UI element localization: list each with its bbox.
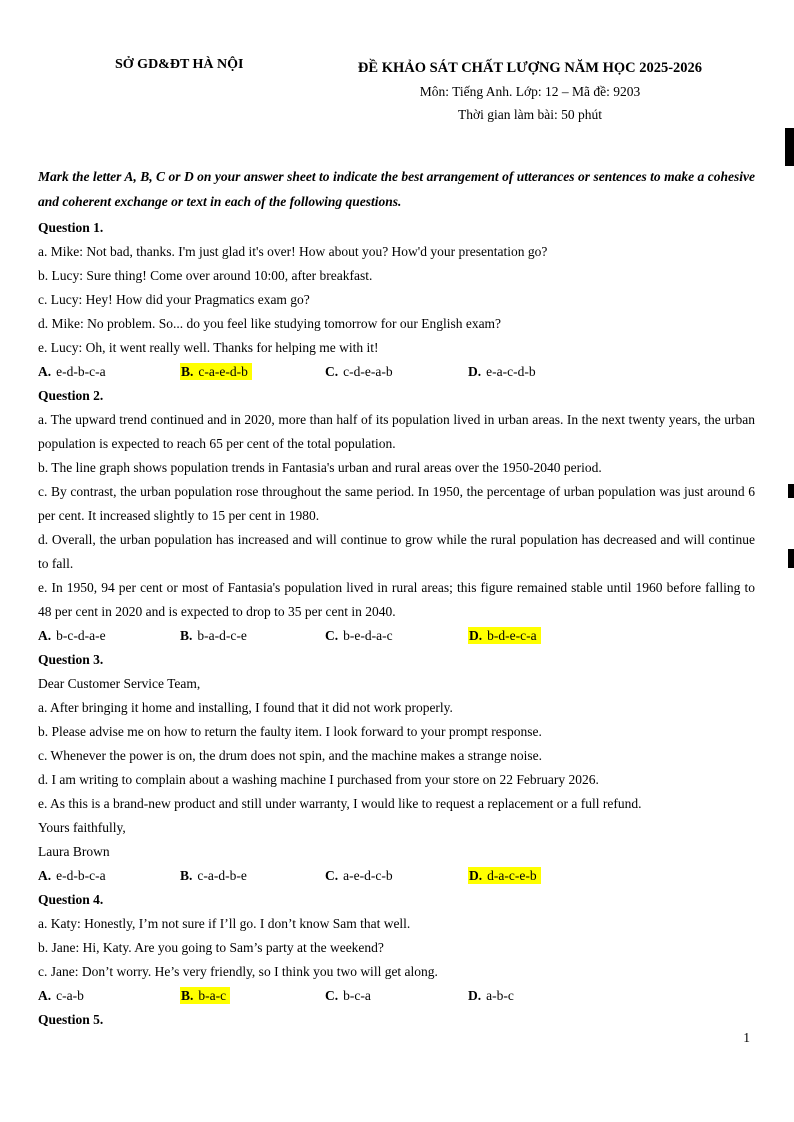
option-letter: D. [468,988,482,1003]
question-2-item-c: c. By contrast, the urban population rose throughout the same period. In 1950, the percentage of urban population was just around 6 per cent. It increased slightly to 15 per cent in 1980. [38,484,755,523]
exam-info-block [300,57,760,126]
question-2-option-d [468,624,755,648]
question-3-option-d [468,864,755,888]
question-2-label: Question 2. [38,388,104,403]
question-4-label: Question 4. [38,892,104,907]
option-letter: C. [325,868,339,883]
question-3-salutation: Dear Customer Service Team, [38,676,201,691]
question-1-option-a [38,360,180,384]
question-1-label: Question 1. [38,220,104,235]
option-text: b-d-e-c-a [487,628,537,643]
option-text: c-a-d-b-e [197,868,247,883]
option-letter: A. [38,868,52,883]
question-1-item-e: e. Lucy: Oh, it went really well. Thanks for helping me with it! [38,340,379,355]
question-2-item-e: e. In 1950, 94 per cent or most of Fantasia's population lived in rural areas; this figure remained stable until 1960 before falling to 48 per cent in 2020 and is expected to drop to 35 per cent in 2040. [38,580,755,619]
option-letter: A. [38,364,52,379]
question-3-option-c [325,864,468,888]
question-2-item-b: b. The line graph shows population trends in Fantasia's urban and rural areas over the 1950-2040 period. [38,460,602,475]
question-2-option-a [38,624,180,648]
option-letter: B. [181,988,194,1003]
question-1-options [38,360,755,384]
question-4-options [38,984,755,1008]
question-4-option-d [468,984,755,1008]
question-1-item-b: b. Lucy: Sure thing! Come over around 10:00, after breakfast. [38,268,373,283]
option-text: c-a-b [56,988,84,1003]
question-5-label: Question 5. [38,1012,104,1027]
question-4-item-c: c. Jane: Don’t worry. He’s very friendly, so I think you two will get along. [38,964,438,979]
question-3-item-a: a. After bringing it home and installing, I found that it did not work properly. [38,700,453,715]
department-name: SỞ GD&ĐT HÀ NỘI [115,57,244,72]
question-3-item-e: e. As this is a brand-new product and still under warranty, I would like to request a replacement or a full refund. [38,796,642,811]
option-letter: C. [325,364,339,379]
question-4-item-b: b. Jane: Hi, Katy. Are you going to Sam’s party at the weekend? [38,940,384,955]
exam-title: ĐỀ KHẢO SÁT CHẤT LƯỢNG NĂM HỌC 2025-2026 [357,60,703,76]
option-letter: D. [469,628,483,643]
option-text: b-c-a [343,988,371,1003]
page-number: 1 [743,1030,750,1045]
subject-line: Môn: Tiếng Anh. Lớp: 12 – Mã đề: 9203 [419,84,641,99]
question-1-item-c: c. Lucy: Hey! How did your Pragmatics exam go? [38,292,310,307]
option-text: b-c-d-a-e [56,628,106,643]
option-text: b-a-d-c-e [197,628,247,643]
question-4 [38,888,755,1008]
question-1-option-c [325,360,468,384]
option-letter: A. [38,628,52,643]
option-letter: D. [468,364,482,379]
question-4-option-b [180,984,325,1008]
scan-artifact-middle-1 [788,484,794,498]
question-2-option-c [325,624,468,648]
question-1-item-d: d. Mike: No problem. So... do you feel like studying tomorrow for our English exam? [38,316,502,331]
option-letter: B. [180,628,193,643]
option-text: e-a-c-d-b [486,364,536,379]
question-4-option-a [38,984,180,1008]
scan-artifact-middle-2 [788,549,794,568]
option-text: c-d-e-a-b [343,364,393,379]
question-3-item-d: d. I am writing to complain about a washing machine I purchased from your store on 22 February 2026. [38,772,599,787]
question-3-closing: Yours faithfully, [38,820,126,835]
question-3-option-a [38,864,180,888]
question-1-option-b [180,360,325,384]
option-letter: B. [181,364,194,379]
question-2-item-a: a. The upward trend continued and in 2020, more than half of its population lived in urban areas. In the next twenty years, the urban population is expected to reach 65 per cent of the total population. [38,412,755,451]
question-3 [38,648,755,888]
question-2 [38,384,755,648]
question-5 [38,1008,755,1032]
question-2-options [38,624,755,648]
question-4-option-c [325,984,468,1008]
question-3-item-c: c. Whenever the power is on, the drum does not spin, and the machine makes a strange noise. [38,748,542,763]
scan-artifact-top [785,128,794,166]
option-letter: C. [325,988,339,1003]
time-line: Thời gian làm bài: 50 phút [458,107,602,122]
question-1-item-a: a. Mike: Not bad, thanks. I'm just glad it's over! How about you? How'd your presentation go? [38,244,548,259]
option-letter: A. [38,988,52,1003]
question-3-item-b: b. Please advise me on how to return the faulty item. I look forward to your prompt response. [38,724,542,739]
question-3-option-b [180,864,325,888]
question-2-item-d: d. Overall, the urban population has increased and will continue to grow while the rural population has decreased and will continue to fall. [38,532,755,571]
question-1-option-d [468,360,755,384]
option-text: b-a-c [198,988,227,1003]
question-3-label: Question 3. [38,652,104,667]
option-letter: C. [325,628,339,643]
question-3-signature: Laura Brown [38,844,110,859]
option-text: a-e-d-c-b [343,868,393,883]
question-4-item-a: a. Katy: Honestly, I’m not sure if I’ll go. I don’t know Sam that well. [38,916,411,931]
question-1 [38,216,755,384]
question-3-options [38,864,755,888]
instructions-text: Mark the letter A, B, C or D on your answer sheet to indicate the best arrangement of utterances or sentences to make a cohesive and coherent exchange or text in each of the following questions. [38,169,755,209]
option-letter: D. [469,868,483,883]
option-text: a-b-c [486,988,514,1003]
option-letter: B. [180,868,193,883]
option-text: c-a-e-d-b [198,364,248,379]
option-text: b-e-d-a-c [343,628,393,643]
exam-header [38,57,755,164]
option-text: e-d-b-c-a [56,364,106,379]
question-2-option-b [180,624,325,648]
option-text: d-a-c-e-b [487,868,537,883]
option-text: e-d-b-c-a [56,868,106,883]
